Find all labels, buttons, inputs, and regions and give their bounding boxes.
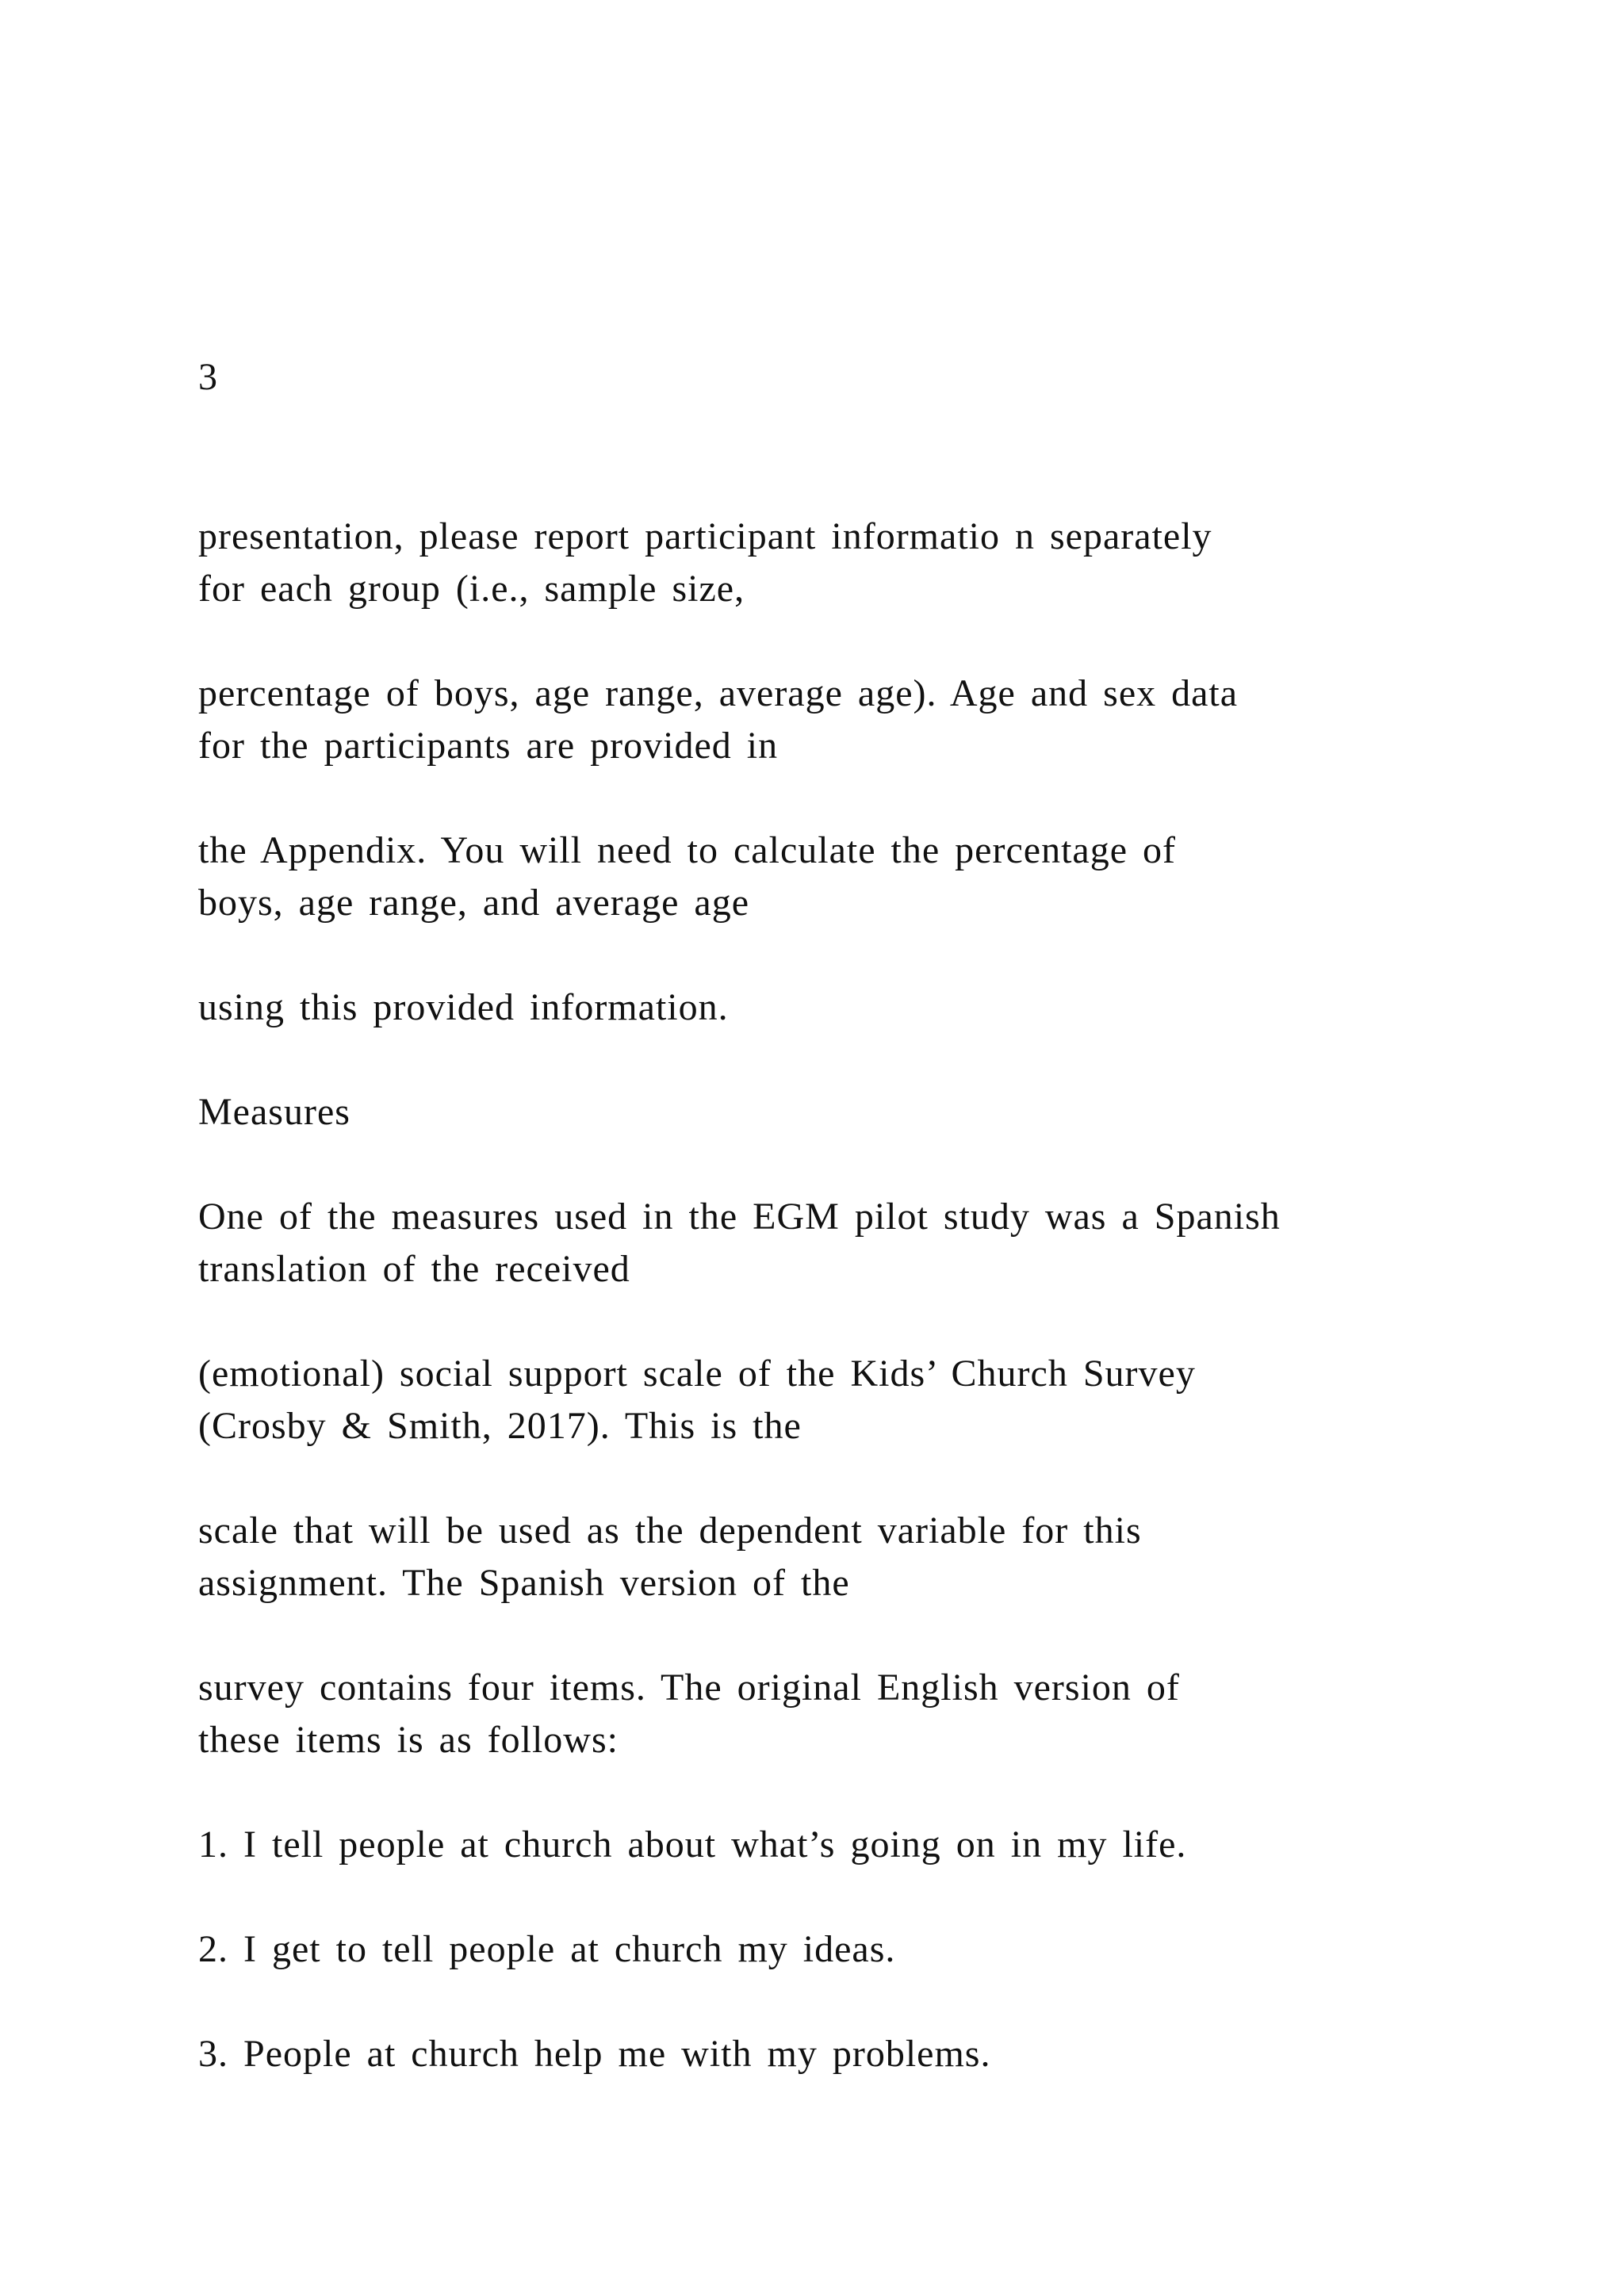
list-item-3 [198, 2028, 1467, 2080]
paragraph-percentage [198, 668, 1467, 772]
text-line: percentage of boys, age range, average age). Age and sex data [198, 672, 1239, 714]
paragraph-measures [198, 1191, 1467, 1295]
section-heading-measures [198, 1086, 1467, 1138]
paragraph-provided-info [198, 982, 1467, 1034]
text-line: for each group (i.e., sample size, [198, 568, 745, 610]
paragraph-dependent-variable [198, 1505, 1467, 1609]
text-line: translation of the received [198, 1248, 630, 1290]
text-line: using this provided information. [198, 986, 729, 1028]
text-line: 2. I get to tell people at church my ideas. [198, 1928, 896, 1970]
text-line: for the participants are provided in [198, 725, 779, 767]
paragraph-emotional-support [198, 1348, 1467, 1452]
text-line: these items is as follows: [198, 1719, 619, 1761]
text-line: 1. I tell people at church about what’s going on in my life. [198, 1823, 1187, 1866]
text-line: boys, age range, and average age [198, 882, 749, 924]
page-number: 3 [198, 356, 218, 398]
list-item-1 [198, 1819, 1467, 1871]
list-item-2 [198, 1923, 1467, 1976]
paragraph-appendix [198, 825, 1467, 929]
text-line: assignment. The Spanish version of the [198, 1562, 850, 1604]
paragraph-survey-items [198, 1662, 1467, 1766]
text-line: survey contains four items. The original English version of [198, 1667, 1180, 1709]
text-line: presentation, please report participant informatio n separately [198, 515, 1212, 557]
text-line: scale that will be used as the dependent variable for this [198, 1510, 1142, 1552]
paragraph-presentation [198, 511, 1467, 615]
text-line: 3. People at church help me with my problems. [198, 2033, 991, 2075]
text-line: (emotional) social support scale of the Kids’ Church Survey [198, 1353, 1196, 1395]
text-line: the Appendix. You will need to calculate the percentage of [198, 829, 1176, 871]
text-line: Measures [198, 1091, 350, 1133]
text-line: One of the measures used in the EGM pilot study was a Spanish [198, 1196, 1281, 1238]
text-line: (Crosby & Smith, 2017). This is the [198, 1405, 802, 1447]
